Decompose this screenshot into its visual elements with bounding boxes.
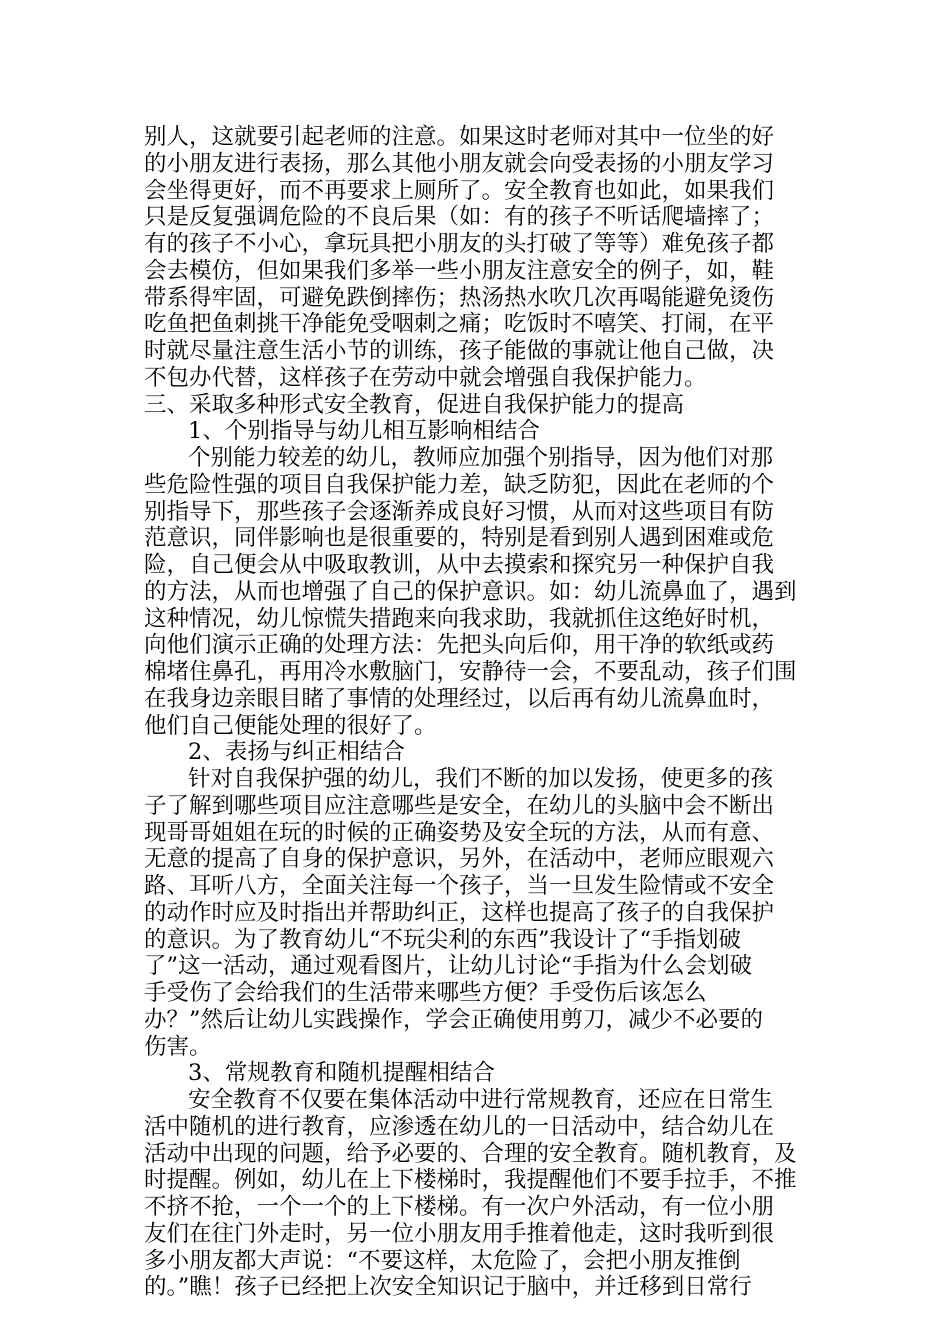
text-line: 会去模仿，但如果我们多举一些小朋友注意安全的例子，如，鞋 [144, 257, 775, 284]
text-line: 子了解到哪些项目应注意哪些是安全，在幼儿的头脑中会不断出 [144, 792, 775, 819]
text-line: 时提醒。例如，幼儿在上下楼梯时，我提醒他们不要手拉手，不推 [144, 1167, 797, 1194]
text-line: 三、采取多种形式安全教育，促进自我保护能力的提高 [144, 391, 685, 418]
text-line: 的动作时应及时指出并帮助纠正，这样也提高了孩子的自我保护 [144, 899, 775, 926]
text-line: 棉堵住鼻孔，再用冷水敷脑门，安静待一会，不要乱动，孩子们围 [144, 659, 797, 685]
text-line: 吃鱼把鱼刺挑干净能免受咽刺之痛；吃饭时不嘻笑、打闹，在平 [144, 311, 775, 338]
text-line: 针对自我保护强的幼儿，我们不断的加以发扬，使更多的孩 [188, 766, 774, 792]
text-line: 范意识，同伴影响也是很重要的，特别是看到别人遇到困难或危 [144, 525, 775, 552]
text-line: 险，自己便会从中吸取教训，从中去摸索和探究另一种保护自我 [144, 552, 775, 578]
text-line: 伤害。 [144, 1033, 212, 1060]
text-line: 的。”瞧！孩子已经把上次安全知识记于脑中，并迁移到日常行 [144, 1274, 752, 1301]
document-body [144, 124, 814, 1301]
text-line: 的小朋友进行表扬，那么其他小朋友就会向受表扬的小朋友学习 [144, 150, 775, 177]
text-line: 路、耳听八方，全面关注每一个孩子，当一旦发生险情或不安全 [144, 873, 775, 899]
text-line: 不包办代替，这样孩子在劳动中就会增强自我保护能力。 [144, 364, 707, 391]
text-line: 安全教育不仅要在集体活动中进行常规教育，还应在日常生 [188, 1087, 774, 1113]
text-line: 别指导下，那些孩子会逐渐养成良好习惯，从而对这些项目有防 [144, 498, 775, 525]
text-line: 的方法，从而也增强了自己的保护意识。如：幼儿流鼻血了，遇到 [144, 578, 797, 605]
text-line: 会坐得更好，而不再要求上厕所了。安全教育也如此，如果我们 [144, 177, 775, 204]
text-line: 2、表扬与纠正相结合 [188, 739, 405, 766]
text-line: 活动中出现的问题，给予必要的、合理的安全教育。随机教育，及 [144, 1140, 797, 1167]
text-line: 些危险性强的项目自我保护能力差，缺乏防犯，因此在老师的个 [144, 471, 775, 498]
text-line: 的意识。为了教育幼儿“不玩尖利的东西”我设计了“手指划破 [144, 926, 742, 953]
text-line: 多小朋友都大声说：“不要这样，太危险了，会把小朋友推倒 [144, 1247, 741, 1274]
text-line: 别人，这就要引起老师的注意。如果这时老师对其中一位坐的好 [144, 124, 775, 150]
text-line: 办？”然后让幼儿实践操作，学会正确使用剪刀，减少不必要的 [144, 1006, 764, 1033]
text-line: 了”这一活动，通过观看图片，让幼儿讨论“手指为什么会划破 [144, 953, 753, 980]
text-line: 向他们演示正确的处理方法：先把头向后仰，用干净的软纸或药 [144, 632, 775, 659]
text-line: 带系得牢固，可避免跌倒摔伤；热汤热水吹几次再喝能避免烫伤 [144, 284, 775, 311]
text-line: 无意的提高了自身的保护意识，另外，在活动中，老师应眼观六 [144, 846, 775, 873]
text-line: 时就尽量注意生活小节的训练，孩子能做的事就让他自己做，决 [144, 338, 775, 364]
text-line: 3、常规教育和随机提醒相结合 [188, 1060, 495, 1087]
text-line: 现哥哥姐姐在玩的时候的正确姿势及安全玩的方法，从而有意、 [144, 819, 775, 846]
text-line: 不挤不抢，一个一个的上下楼梯。有一次户外活动，有一位小朋 [144, 1194, 775, 1220]
text-line: 这种情况，幼儿惊慌失措跑来向我求助，我就抓住这绝好时机， [144, 605, 775, 632]
text-line: 他们自己便能处理的很好了。 [144, 712, 437, 739]
text-line: 友们在往门外走时，另一位小朋友用手推着他走，这时我听到很 [144, 1220, 775, 1247]
text-line: 1、个别指导与幼儿相互影响相结合 [188, 418, 540, 445]
text-line: 手受伤了会给我们的生活带来哪些方便？手受伤后该怎么 [144, 980, 707, 1006]
text-line: 活中随机的进行教育，应渗透在幼儿的一日活动中，结合幼儿在 [144, 1113, 775, 1140]
text-line: 只是反复强调危险的不良后果（如：有的孩子不听话爬墙摔了； [144, 204, 775, 231]
text-line: 在我身边亲眼目睹了事情的处理经过，以后再有幼儿流鼻血时， [144, 685, 775, 712]
text-line: 个别能力较差的幼儿，教师应加强个别指导，因为他们对那 [188, 445, 774, 471]
text-line: 有的孩子不小心，拿玩具把小朋友的头打破了等等）难免孩子都 [144, 231, 775, 257]
